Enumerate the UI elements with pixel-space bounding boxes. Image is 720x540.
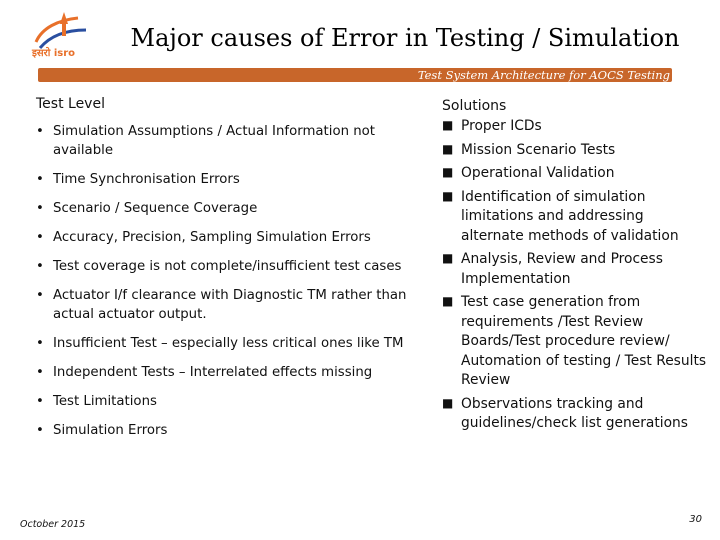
list-item: ■ Mission Scenario Tests — [442, 141, 616, 158]
list-item: • Simulation Assumptions / Actual Information not available — [36, 124, 376, 158]
solutions-column — [442, 96, 710, 438]
bullet-icon: • — [36, 230, 44, 245]
list-item: • Scenario / Sequence Coverage — [36, 201, 258, 216]
list-item: ■ Operational Validation — [442, 165, 615, 181]
solutions-heading: Solutions — [442, 98, 507, 114]
bullet-icon: • — [36, 394, 44, 409]
test-level-column — [36, 96, 416, 450]
list-item: ■ Test case generation from requirements /Test Review Boards/Test procedure review/ Automation of testing / Test Results Review — [442, 294, 707, 388]
bullet-icon: • — [36, 259, 44, 274]
bullet-icon: • — [36, 423, 44, 438]
square-bullet-icon: ■ — [442, 165, 454, 179]
list-item: • Insufficient Test – especially less critical ones like TM — [36, 336, 404, 351]
test-level-heading: Test Level — [36, 96, 105, 112]
bullet-icon: • — [36, 365, 44, 380]
list-item: • Test coverage is not complete/insufficient test cases — [36, 259, 402, 274]
section-banner — [38, 68, 672, 82]
bullet-icon: • — [36, 288, 44, 303]
solutions-list — [442, 117, 710, 434]
list-item: ■ Observations tracking and guidelines/check list generations — [442, 395, 688, 431]
list-item: • Independent Tests – Interrelated effects missing — [36, 365, 373, 380]
isro-logo — [28, 8, 100, 60]
list-item: ■ Proper ICDs — [442, 118, 542, 134]
list-item: ■ Identification of simulation limitations and addressing alternate methods of validation — [442, 188, 679, 244]
list-item: ■ Analysis, Review and Process Implementation — [442, 251, 663, 287]
test-level-list — [36, 122, 416, 440]
banner-text: Test System Architecture for AOCS Testing — [417, 68, 670, 82]
list-item: • Accuracy, Precision, Sampling Simulation Errors — [36, 230, 371, 245]
square-bullet-icon: ■ — [442, 188, 454, 203]
list-item: • Test Limitations — [36, 394, 157, 409]
bullet-icon: • — [36, 172, 44, 187]
list-item: • Time Synchronisation Errors — [36, 172, 240, 187]
list-item: • Actuator I/f clearance with Diagnostic TM rather than actual actuator output. — [36, 288, 407, 322]
square-bullet-icon: ■ — [442, 251, 454, 265]
page-number: 30 — [689, 514, 702, 525]
bullet-icon: • — [36, 124, 44, 139]
square-bullet-icon: ■ — [442, 141, 454, 156]
square-bullet-icon: ■ — [442, 118, 454, 132]
logo-text: इसरो isro — [32, 48, 76, 59]
square-bullet-icon: ■ — [442, 395, 454, 410]
square-bullet-icon: ■ — [442, 294, 454, 308]
footer-date: October 2015 — [20, 519, 86, 530]
bullet-icon: • — [36, 201, 44, 216]
page-title: Major causes of Error in Testing / Simulation — [130, 24, 680, 52]
bullet-icon: • — [36, 336, 44, 351]
list-item: • Simulation Errors — [36, 423, 168, 438]
